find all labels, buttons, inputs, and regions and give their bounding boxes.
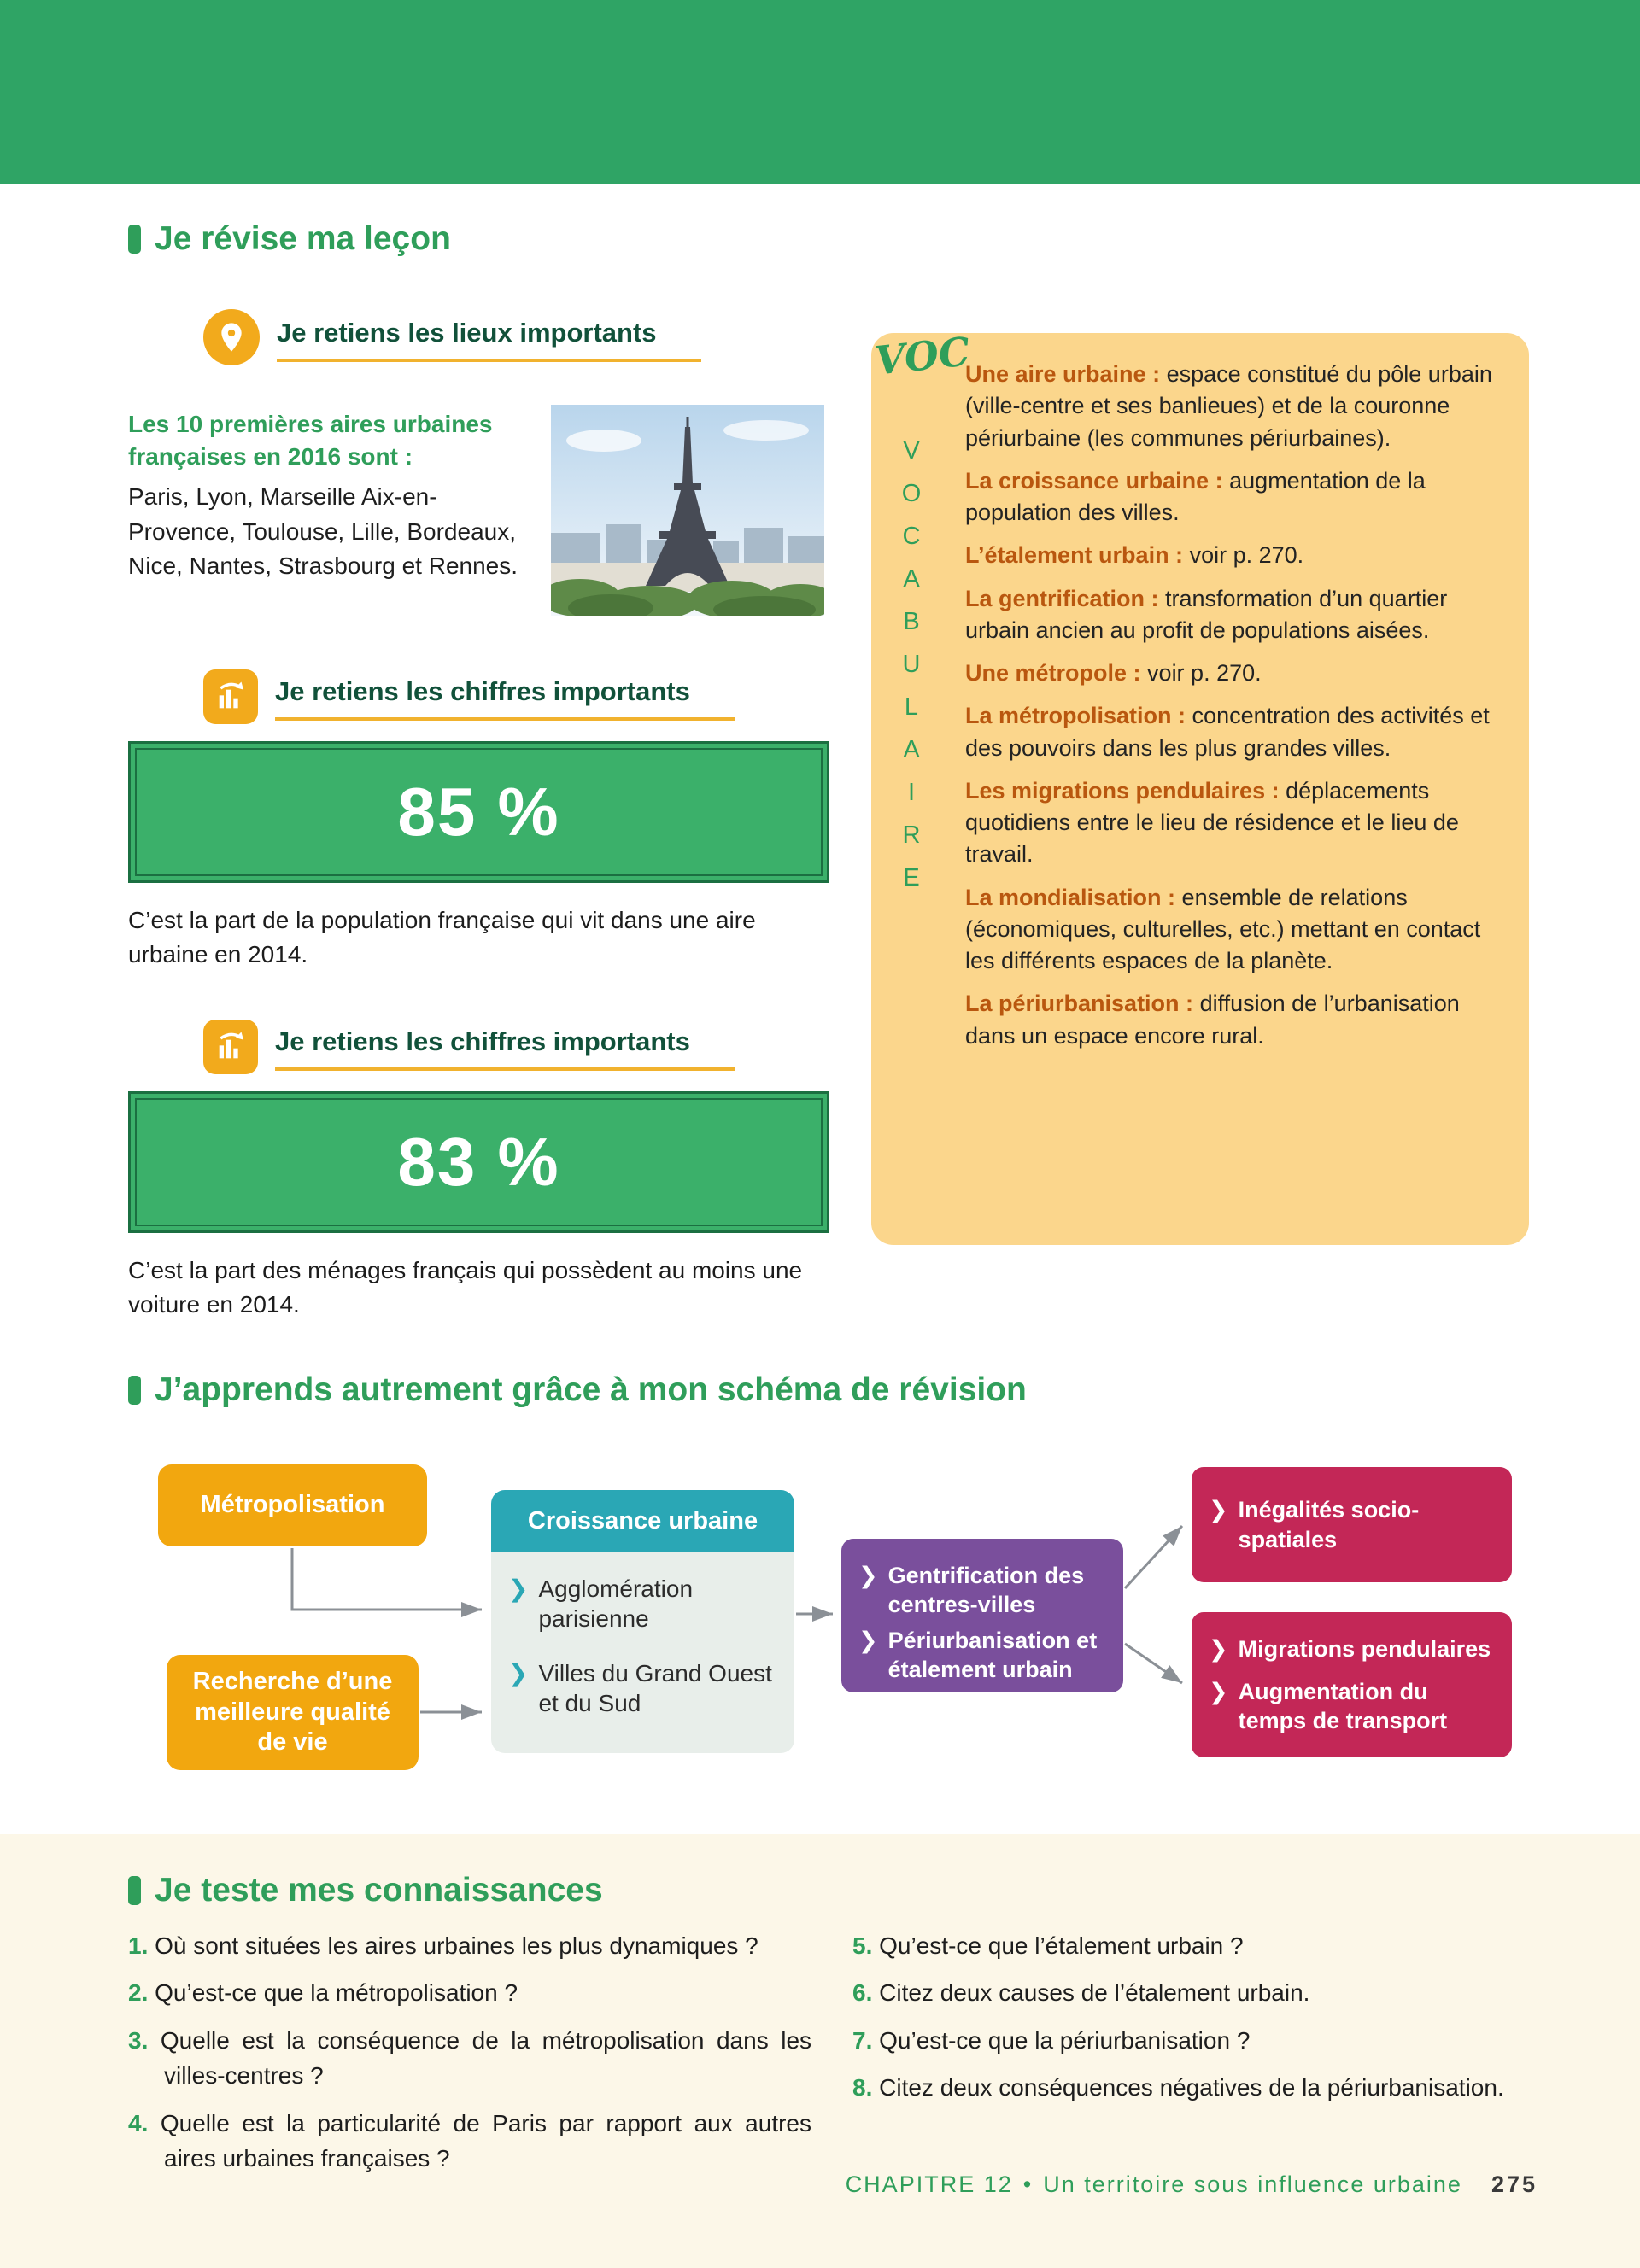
diagram-item [858,1626,1106,1684]
diagram-item [1209,1677,1495,1735]
voc-handwritten-tag: VOC [872,328,973,384]
vocab-def: déplacements quotidiens entre le lieu de résidence et le lieu de travail. [965,777,1459,868]
vocab-term: La périurbanisation : [965,991,1194,1017]
places-lead: Les 10 premières aires urbaines françaises en 2016 sont : [128,411,493,470]
question-text: Où sont situées les aires urbaines les plus dynamiques ? [155,1932,758,1959]
diagram-box-metropolisation [158,1464,427,1546]
section-schema-title [128,1371,1027,1409]
section-marker [128,1376,141,1405]
diagram-box-consequences [841,1539,1123,1692]
section-quiz-title [128,1872,603,1909]
vocab-entry [965,359,1496,454]
vocab-def: espace constitué du pôle urbain (ville-centre et ses banlieues) et de la couronne périurbaine (les communes périurbaines). [965,361,1492,451]
bar-chart-icon [203,669,258,724]
question-text: Citez deux causes de l’étalement urbain. [879,1979,1310,2007]
stat1-box [128,741,829,883]
page-title: Je révise ma leçon [155,220,451,257]
stat2-caption: C’est la part des ménages français qui possèdent au moins une voiture en 2014. [128,1257,803,1318]
vocabulary-entries [965,359,1496,1063]
stat2-heading: Je retiens les chiffres importants [275,1026,735,1071]
chevron-icon [858,1561,878,1619]
question-text: Qu’est-ce que la périurbanisation ? [879,2026,1250,2054]
question-number: 5. [852,1932,873,1959]
vocab-term: La gentrification : [965,585,1159,611]
stat2-box [128,1091,829,1233]
quiz-question [128,1975,811,2010]
vocab-entry [965,775,1496,871]
vocab-term: Une aire urbaine : [965,361,1161,387]
diagram-item [1209,1634,1495,1663]
vocabulary-box [871,328,1529,1245]
stat2-value: 83 % [397,1124,560,1200]
quiz-question [852,1975,1532,2010]
diagram-label: Inégalités socio-spatiales [1238,1497,1420,1552]
vocab-def: augmentation de la population des villes. [965,467,1426,525]
question-number: 1. [128,1932,149,1959]
question-number: 3. [128,2026,149,2054]
question-text: Qu’est-ce que la métropolisation ? [155,1979,518,2007]
vocab-entry [965,700,1496,764]
urban-growth-body [491,1552,794,1753]
question-number: 2. [128,1979,149,2007]
diagram-label: Gentrification des centres-villes [887,1563,1085,1618]
vocab-term: La métropolisation : [965,703,1186,729]
vocab-term: La croissance urbaine : [965,467,1223,494]
section-marker [128,225,141,254]
chevron-icon [508,1574,528,1634]
chevron-icon [858,1626,878,1684]
question-text: Quelle est la conséquence de la métropolisation dans les villes-centres ? [160,2026,812,2090]
stat1-value: 85 % [397,774,560,850]
vocab-term: La mondialisation : [965,884,1176,910]
diagram-item [508,1658,777,1719]
page-footer [846,2172,1538,2198]
diagram-box-mobility [1192,1612,1512,1757]
urban-growth-header: Croissance urbaine [491,1490,794,1552]
question-text: Citez deux conséquences négatives de la périurbanisation. [879,2074,1504,2101]
chapter-title: Un territoire sous influence urbaine [1043,2172,1462,2197]
quiz-question [128,1928,811,1963]
vocab-def: transformation d’un quartier urbain ancien au profit de populations aisées. [965,585,1448,643]
vocab-entry [965,583,1496,647]
diagram-label: Périurbanisation et étalement urbain [887,1628,1098,1683]
chevron-icon [1209,1677,1228,1735]
footer-bullet: • [1022,2172,1034,2197]
diagram-box-urban-growth [491,1490,794,1738]
quiz-question [128,2106,811,2177]
diagram-box-inequalities [1192,1467,1512,1582]
quiz-question [128,2023,811,2094]
chevron-icon [508,1658,528,1719]
question-number: 8. [852,2074,873,2101]
question-number: 6. [852,1979,873,2007]
vocab-entry [965,988,1496,1052]
diagram-item [1209,1495,1495,1553]
vocab-def: ensemble de relations (économiques, culturelles, etc.) mettant en contact les différents espaces de la planète. [965,884,1481,973]
places-heading: Je retiens les lieux importants [277,318,701,362]
chevron-icon [1209,1634,1228,1663]
question-number: 7. [852,2026,873,2054]
diagram-item [508,1574,777,1634]
diagram-label: Métropolisation [200,1491,385,1519]
chevron-icon [1209,1495,1228,1553]
vocab-def: voir p. 270. [1189,542,1304,569]
quiz-column-left [128,1928,811,2189]
quiz-question [852,1928,1532,1963]
section-marker [128,1876,141,1905]
question-number: 4. [128,2109,149,2136]
quiz-question [852,2070,1532,2105]
vocab-term: Les migrations pendulaires : [965,777,1280,804]
vocab-def: concentration des activités et des pouvoirs dans les plus grandes villes. [965,703,1490,761]
schema-title: J’apprends autrement grâce à mon schéma de révision [155,1371,1027,1408]
stat2-subheading [203,1020,735,1071]
page-number: 275 [1491,2172,1538,2197]
quiz-column-right [852,1928,1532,2189]
vocab-entry [965,658,1496,689]
diagram-item [858,1561,1106,1619]
vocab-entry [965,540,1496,571]
diagram-box-quality-of-life [167,1655,419,1770]
quiz-questions [128,1928,1533,2189]
question-text: Qu’est-ce que l’étalement urbain ? [879,1932,1244,1959]
vocab-def: voir p. 270. [1147,660,1262,686]
question-text: Quelle est la particularité de Paris par rapport aux autres aires urbaines françaises ? [160,2109,812,2172]
places-body: Paris, Lyon, Marseille Aix-en-Provence, Toulouse, Lille, Bordeaux, Nice, Nantes, Strasbourg et Rennes. [128,483,518,580]
map-pin-icon [203,309,260,365]
revision-diagram [0,1443,1640,1785]
stat1-heading: Je retiens les chiffres importants [275,676,735,721]
stat1-caption: C’est la part de la population française qui vit dans une aire urbaine en 2014. [128,907,756,967]
top-green-band [0,0,1640,184]
diagram-label: Agglomération parisienne [538,1575,694,1633]
vocab-term: L’étalement urbain : [965,542,1184,569]
bar-chart-icon [203,1020,258,1074]
section-revise-title [128,220,451,258]
vocab-term: Une métropole : [965,660,1141,686]
diagram-label: Migrations pendulaires [1238,1635,1491,1662]
vocab-def: diffusion de l’urbanisation dans un espace encore rural. [965,991,1460,1049]
diagram-label: Recherche d’une meilleure qualité de vie [192,1668,393,1757]
vocabulaire-vertical-label: VOCABULAIRE [898,437,925,907]
places-subheading [203,309,701,362]
stat1-subheading [203,669,735,721]
quiz-question [852,2023,1532,2058]
quiz-title: Je teste mes connaissances [155,1872,603,1909]
diagram-label: Augmentation du temps de transport [1238,1678,1448,1733]
paris-photo [551,405,824,616]
vocab-entry [965,882,1496,978]
chapter-label: CHAPITRE 12 [845,2172,1013,2197]
diagram-label: Villes du Grand Ouest et du Sud [538,1659,772,1716]
vocab-entry [965,465,1496,529]
